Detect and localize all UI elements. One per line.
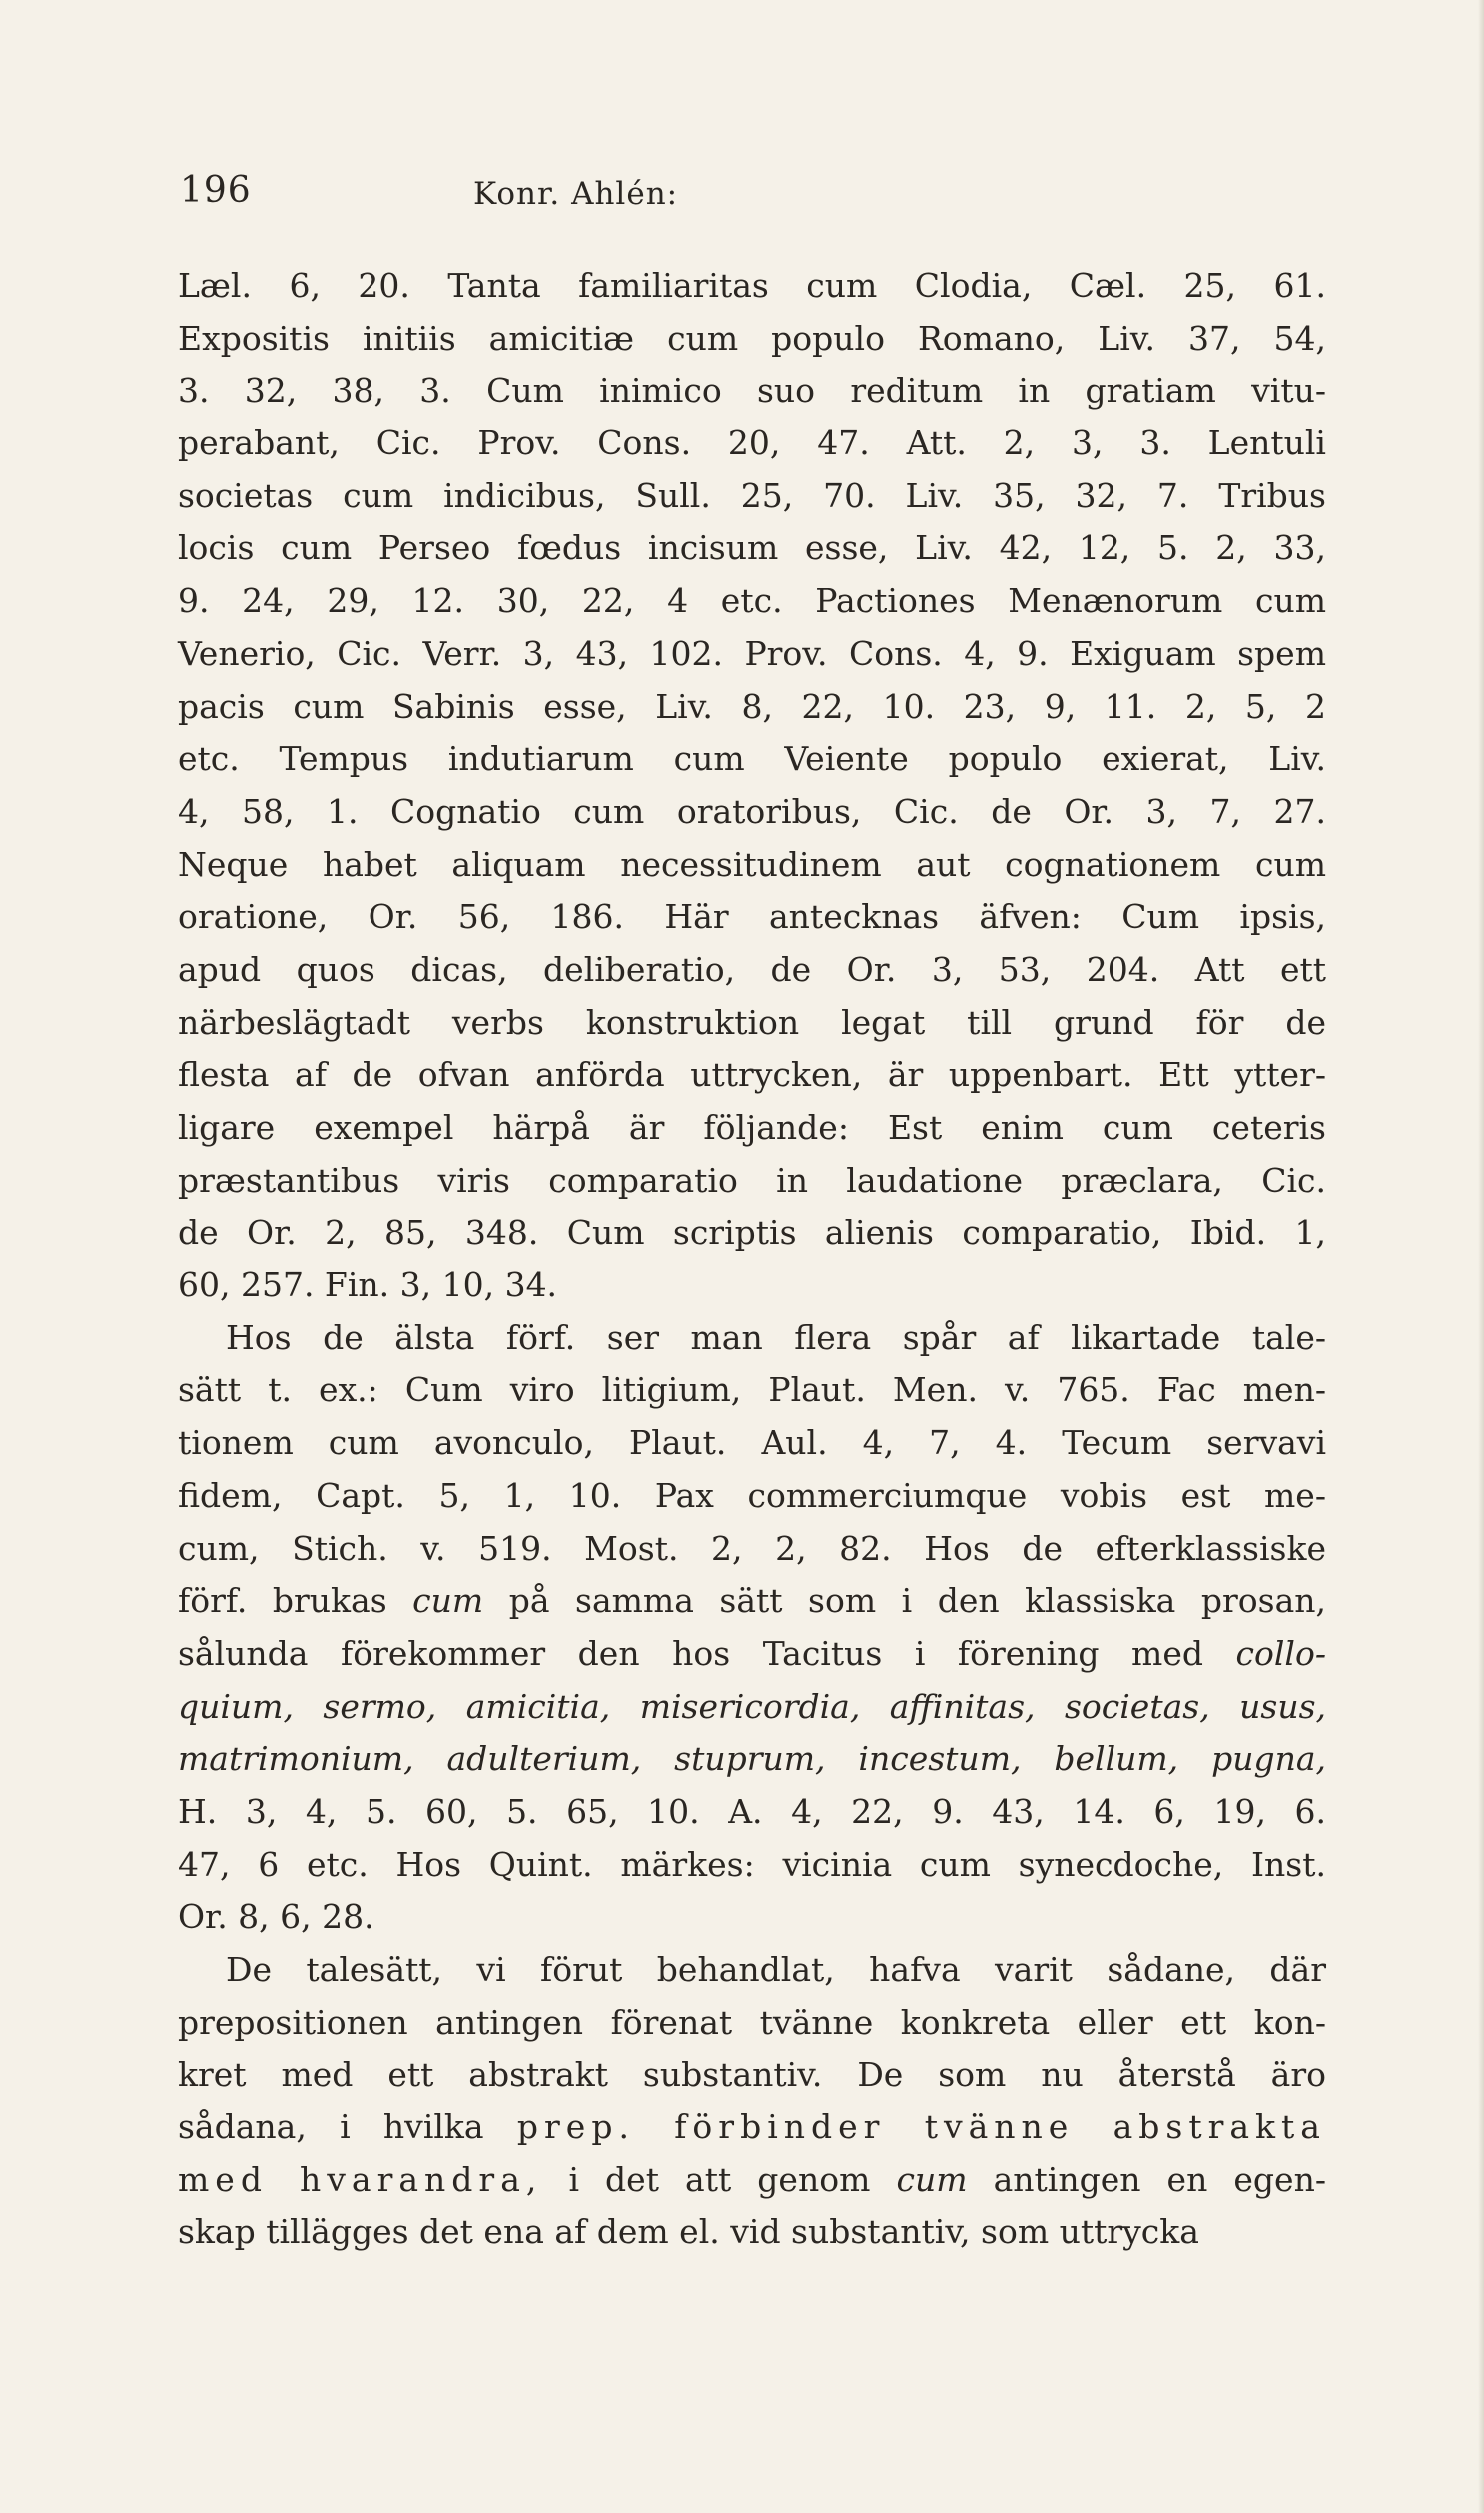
text-line: cum, Stich. v. 519. Most. 2, 2, 82. Hos de efterklassiske [178, 1528, 1326, 1568]
italic-term: cum [412, 1581, 484, 1621]
text-line: etc. Tempus indutiarum cum Veiente populo exierat, Liv. [178, 739, 1326, 779]
text-line: prepositionen antingen förenat tvänne konkreta eller ett kon- [178, 2002, 1326, 2042]
text-line: præstantibus viris comparatio in laudatione præclara, Cic. [178, 1160, 1326, 1200]
text-line: matrimonium, adulterium, stuprum, incestum, bellum, pugna, [178, 1739, 1326, 1779]
text-line: apud quos dicas, deliberatio, de Or. 3, 53, 204. Att ett [178, 949, 1326, 989]
text-line: de Or. 2, 85, 348. Cum scriptis alienis comparatio, Ibid. 1, [178, 1213, 1326, 1253]
text-line: fidem, Capt. 5, 1, 10. Pax commerciumque vobis est me- [178, 1475, 1326, 1515]
text-segment: antingen en egen- [993, 2159, 1326, 2199]
spaced-text: med hvarandra, [178, 2159, 543, 2199]
running-title: Konr. Ahlén: [473, 176, 679, 212]
spaced-text: prep. förbinder tvänne abstrakta [516, 2107, 1326, 2147]
text-line: Expositis initiis amicitiæ cum populo Romano, Liv. 37, 54, [178, 318, 1326, 358]
text-line: ligare exempel härpå är följande: Est enim cum ceteris [178, 1108, 1326, 1147]
text-line: kret med ett abstrakt substantiv. De som nu återstå äro [178, 2055, 1326, 2094]
text-line: quium, sermo, amicitia, misericordia, affinitas, societas, usus, [178, 1686, 1326, 1726]
text-line: 47, 6 etc. Hos Quint. märkes: vicinia cum synecdoche, Inst. [178, 1844, 1326, 1884]
text-line: 9. 24, 29, 12. 30, 22, 4 etc. Pactiones Menænorum cum [178, 581, 1326, 621]
text-line [178, 2154, 1326, 2207]
text-line: pacis cum Sabinis esse, Liv. 8, 22, 10. 23, 9, 11. 2, 5, 2 [178, 686, 1326, 726]
text-line [178, 1575, 1326, 1628]
italic-term: collo- [1235, 1633, 1326, 1673]
text-line: 3. 32, 38, 3. Cum inimico suo reditum in gratiam vitu- [178, 371, 1326, 411]
italic-term: cum [896, 2159, 968, 2199]
text-line: skap tillägges det ena af dem el. vid substantiv, som uttrycka [178, 2212, 1199, 2252]
page-edge [1478, 0, 1484, 2513]
body-text [178, 260, 1326, 2259]
text-line [178, 2101, 1326, 2154]
running-head [172, 170, 1320, 220]
text-line: närbeslägtadt verbs konstruktion legat till grund för de [178, 1002, 1326, 1042]
text-segment: förf. brukas [178, 1581, 387, 1621]
text-line: tionem cum avonculo, Plaut. Aul. 4, 7, 4. Tecum servavi [178, 1423, 1326, 1463]
text-line: Neque habet aliquam necessitudinem aut cognationem cum [178, 844, 1326, 884]
text-line [178, 1628, 1326, 1681]
text-segment: sålunda förekommer den hos Tacitus i förening med [178, 1633, 1203, 1673]
text-line: sätt t. ex.: Cum viro litigium, Plaut. Men. v. 765. Fac men- [178, 1370, 1326, 1410]
text-line: 4, 58, 1. Cognatio cum oratoribus, Cic. de Or. 3, 7, 27. [178, 791, 1326, 831]
text-segment: på samma sätt som i den klassiska prosan, [508, 1581, 1326, 1621]
text-line: locis cum Perseo fœdus incisum esse, Liv. 42, 12, 5. 2, 33, [178, 528, 1326, 568]
text-segment: sådana, i hvilka [178, 2107, 484, 2147]
text-line: 60, 257. Fin. 3, 10, 34. [178, 1265, 558, 1305]
text-line: De talesätt, vi förut behandlat, hafva varit sådane, där [226, 1950, 1326, 1989]
text-line: Venerio, Cic. Verr. 3, 43, 102. Prov. Cons. 4, 9. Exiguam spem [178, 633, 1326, 673]
text-line: societas cum indicibus, Sull. 25, 70. Liv. 35, 32, 7. Tribus [178, 475, 1326, 515]
text-line: Læl. 6, 20. Tanta familiaritas cum Clodia, Cæl. 25, 61. [178, 266, 1326, 305]
text-line: perabant, Cic. Prov. Cons. 20, 47. Att. 2, 3, 3. Lentuli [178, 423, 1326, 463]
text-line: H. 3, 4, 5. 60, 5. 65, 10. A. 4, 22, 9. 43, 14. 6, 19, 6. [178, 1791, 1326, 1831]
text-line: flesta af de ofvan anförda uttrycken, är uppenbart. Ett ytter- [178, 1055, 1326, 1095]
page-number: 196 [180, 170, 252, 211]
text-line: Hos de älsta förf. ser man flera spår af likartade tale- [226, 1317, 1326, 1357]
text-segment: i det att genom [568, 2159, 871, 2199]
text-line: oratione, Or. 56, 186. Här antecknas äfven: Cum ipsis, [178, 897, 1326, 937]
text-line: Or. 8, 6, 28. [178, 1897, 374, 1937]
